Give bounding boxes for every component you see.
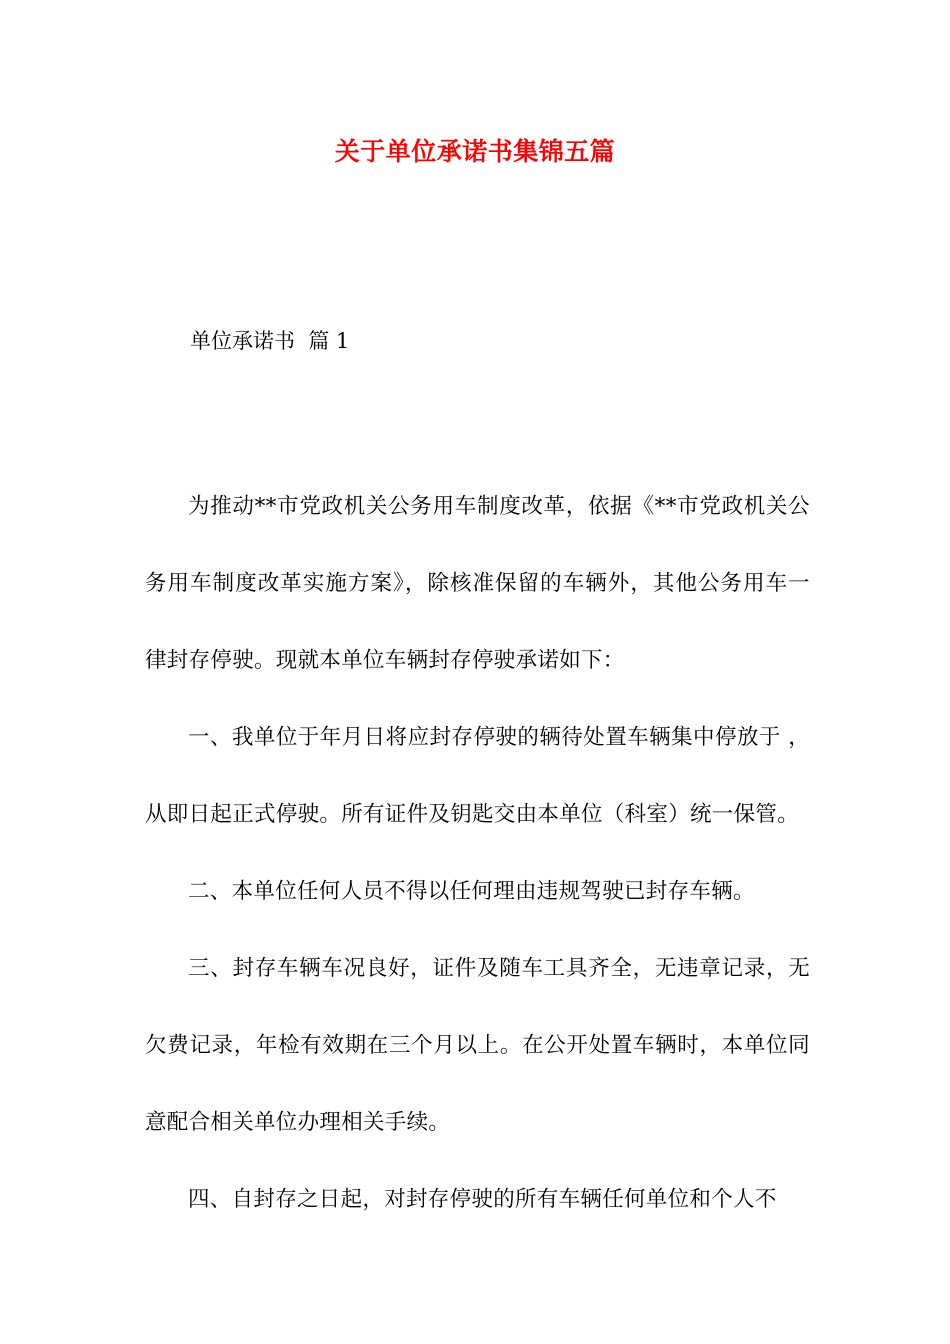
paragraph-intro: 为推动**市党政机关公务用车制度改革，依据《**市党政机关公务用车制度改革实施方案》，除核准保留的车辆外，其他公务用车一律封存停驶。现就本单位车辆封存停驶承诺如下： xyxy=(145,494,810,673)
paragraph-item-2: 二、本单位任何人员不得以任何理由违规驾驶已封存车辆。 xyxy=(188,879,755,904)
document-body xyxy=(145,468,810,1238)
paragraph-item-3: 三、封存车辆车况良好，证件及随车工具齐全，无违章记录，无欠费记录，年检有效期在三个月以上。在公开处置车辆时，本单位同意配合相关单位办理相关手续。 xyxy=(145,956,810,1135)
paragraph-item-4: 四、自封存之日起，对封存停驶的所有车辆任何单位和个人不 xyxy=(188,1187,777,1212)
section-heading: 单位承诺书 篇 1 xyxy=(190,329,350,353)
paragraph-item-1: 一、我单位于年月日将应封存停驶的辆待处置车辆集中停放于 ，从即日起正式停驶。所有证件及钥匙交由本单位（科室）统一保管。 xyxy=(145,725,810,827)
document-title: 关于单位承诺书集锦五篇 xyxy=(334,137,616,166)
